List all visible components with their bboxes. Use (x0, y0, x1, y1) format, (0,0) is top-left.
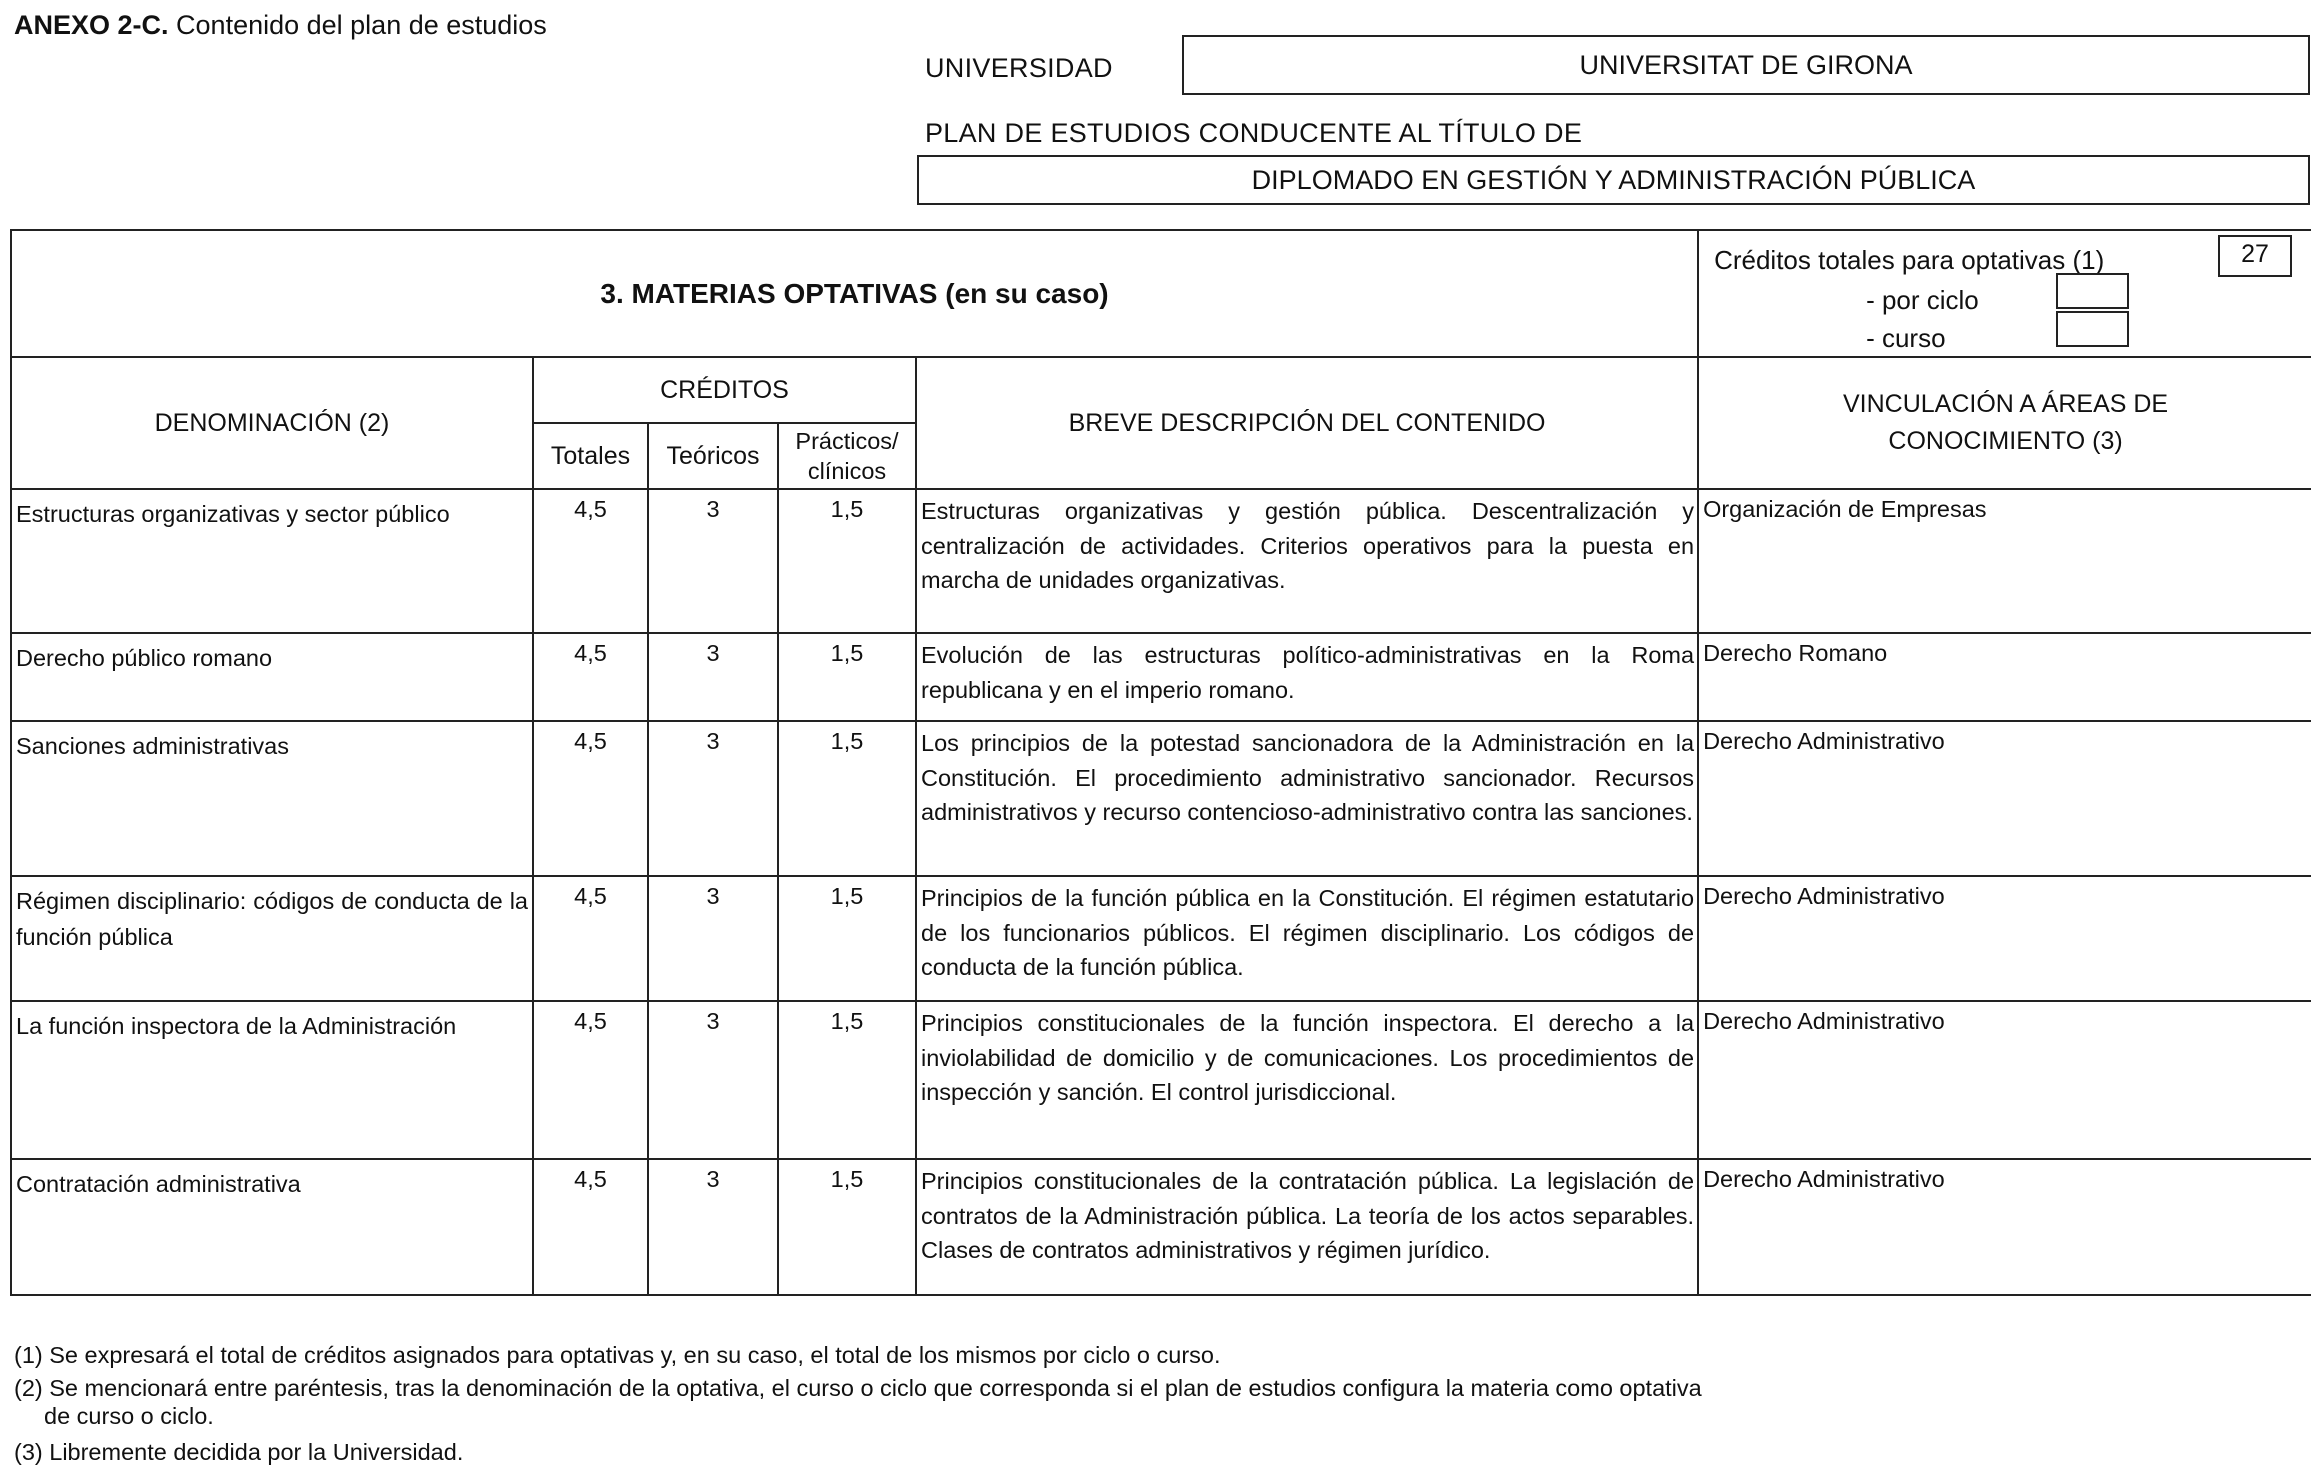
per-cycle-box (2056, 273, 2129, 309)
col-theoretical-text: Teóricos (666, 441, 760, 470)
plan-field (917, 155, 2310, 205)
credits-total-value: 27 (2241, 240, 2269, 268)
table-row (11, 633, 2311, 721)
col-description-text: BREVE DESCRIPCIÓN DEL CONTENIDO (1068, 408, 1546, 437)
col-areas-header (1698, 357, 2311, 489)
col-areas-line2: CONOCIMIENTO (3) (1888, 427, 2123, 455)
row-totales: 4,5 (533, 1159, 648, 1295)
col-theoretical-header (648, 423, 778, 489)
col-practical-header (778, 423, 916, 489)
annex-label: ANEXO 2-C. (14, 10, 169, 40)
row-name: Contratación administrativa (11, 1159, 533, 1295)
credits-total-label: Créditos totales para optativas (1) (1714, 245, 2105, 275)
col-totals-header (533, 423, 648, 489)
row-practicos: 1,5 (778, 721, 916, 876)
row-practicos: 1,5 (778, 489, 916, 633)
row-practicos: 1,5 (778, 1001, 916, 1159)
row-totales: 4,5 (533, 633, 648, 721)
row-totales: 4,5 (533, 876, 648, 1001)
university-label: UNIVERSIDAD (925, 53, 1113, 83)
row-teoricos: 3 (648, 721, 778, 876)
university-value: UNIVERSITAT DE GIRONA (1579, 50, 1913, 80)
row-teoricos: 3 (648, 1001, 778, 1159)
credits-summary (1698, 230, 2311, 357)
per-course-label: - curso (1866, 323, 1946, 353)
col-areas-line1: VINCULACIÓN A ÁREAS DE (1843, 390, 2169, 418)
row-description: Los principios de la potestad sancionadora de la Administración en la Constitución. El procedimiento administrativo sancionador. Recursos administrativos y recurso contencioso-administrativo contra las sanciones. (916, 721, 1698, 876)
col-description-header (916, 357, 1698, 489)
row-name: Estructuras organizativas y sector público (11, 489, 533, 633)
col-name-header (11, 357, 533, 489)
row-teoricos: 3 (648, 633, 778, 721)
row-practicos: 1,5 (778, 1159, 916, 1295)
section-title (11, 230, 1698, 357)
col-practical-line2: clínicos (807, 458, 887, 484)
annex-subtitle: Contenido del plan de estudios (168, 10, 547, 40)
col-practical-line1: Prácticos/ (795, 428, 899, 454)
per-course-box (2056, 311, 2129, 347)
row-name: Régimen disciplinario: códigos de conducta de la función pública (11, 876, 533, 1001)
col-name-text: DENOMINACIÓN (2) (154, 408, 390, 437)
annex-title (14, 10, 547, 41)
col-credits-header (533, 357, 916, 423)
table-row (11, 721, 2311, 876)
row-description: Principios constitucionales de la función inspectora. El derecho a la inviolabilidad de domicilio y de comunicaciones. Los procedimientos de inspección y sanción. El control jurisdiccional. (916, 1001, 1698, 1159)
col-credits-text: CRÉDITOS (660, 375, 789, 404)
row-area: Derecho Administrativo (1698, 1159, 2311, 1295)
row-area: Derecho Administrativo (1698, 721, 2311, 876)
row-description: Estructuras organizativas y gestión pública. Descentralización y centralización de actividades. Criterios operativos para la puesta en marcha de unidades organizativas. (916, 489, 1698, 633)
table-row (11, 489, 2311, 633)
row-practicos: 1,5 (778, 633, 916, 721)
row-name: Derecho público romano (11, 633, 533, 721)
footnote-2-continued: de curso o ciclo. (44, 1403, 214, 1429)
row-area: Derecho Administrativo (1698, 876, 2311, 1001)
credits-total-box (2218, 235, 2292, 277)
row-description: Principios de la función pública en la Constitución. El régimen estatutario de los funcionarios públicos. El régimen disciplinario. Los códigos de conducta de la función pública. (916, 876, 1698, 1001)
footnote-3: (3) Libremente decidida por la Universidad. (14, 1439, 464, 1465)
per-cycle-label: - por ciclo (1866, 285, 1979, 315)
row-area: Derecho Administrativo (1698, 1001, 2311, 1159)
table-row (11, 1001, 2311, 1159)
row-teoricos: 3 (648, 489, 778, 633)
row-practicos: 1,5 (778, 876, 916, 1001)
optional-subjects-table (10, 229, 2311, 1296)
section-title-text: 3. MATERIAS OPTATIVAS (en su caso) (600, 277, 1109, 309)
row-name: La función inspectora de la Administración (11, 1001, 533, 1159)
footnote-1: (1) Se expresará el total de créditos asignados para optativas y, en su caso, el total de los mismos por ciclo o curso. (14, 1342, 1221, 1368)
plan-label: PLAN DE ESTUDIOS CONDUCENTE AL TÍTULO DE (925, 118, 1583, 148)
row-totales: 4,5 (533, 721, 648, 876)
table-row (11, 1159, 2311, 1295)
row-area: Organización de Empresas (1698, 489, 2311, 633)
footnote-2: (2) Se mencionará entre paréntesis, tras la denominación de la optativa, el curso o ciclo que corresponda si el plan de estudios configura la materia como optativa (14, 1375, 1702, 1401)
table-row (11, 876, 2311, 1001)
row-teoricos: 3 (648, 1159, 778, 1295)
row-name: Sanciones administrativas (11, 721, 533, 876)
row-description: Principios constitucionales de la contratación pública. La legislación de contratos de la Administración pública. La teoría de los actos separables. Clases de contratos administrativos y régimen jurídico. (916, 1159, 1698, 1295)
row-totales: 4,5 (533, 489, 648, 633)
col-totals-text: Totales (550, 441, 631, 470)
plan-value: DIPLOMADO EN GESTIÓN Y ADMINISTRACIÓN PÚBLICA (1251, 165, 1976, 195)
row-totales: 4,5 (533, 1001, 648, 1159)
row-area: Derecho Romano (1698, 633, 2311, 721)
row-description: Evolución de las estructuras político-administrativas en la Roma republicana y en el imperio romano. (916, 633, 1698, 721)
university-field (1182, 35, 2310, 95)
row-teoricos: 3 (648, 876, 778, 1001)
